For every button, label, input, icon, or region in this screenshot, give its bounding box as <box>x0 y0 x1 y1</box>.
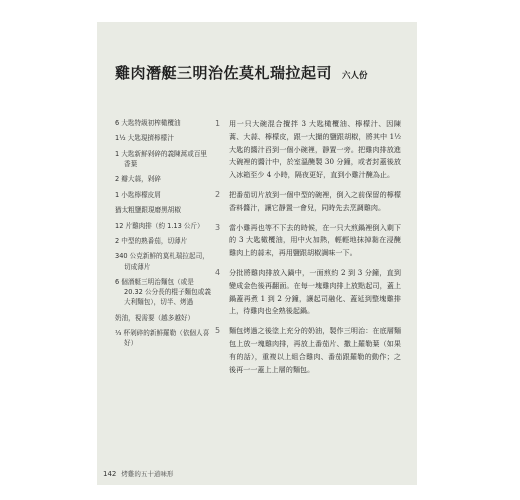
ingredient-item: 2 中型的熟番茄，切薄片 <box>115 236 188 245</box>
step-text: 把番茄切片放到一個中型的碗裡，倒入之前保留的檸檬香料醬汁，讓它靜置一會兒，同時先去烹調雞肉。 <box>229 189 401 212</box>
running-book-title: 烤雞的五十道味形 <box>121 470 174 478</box>
instruction-step <box>215 325 401 376</box>
step-text: 分批將雞肉排放入鍋中，一面煎約 2 到 3 分鐘，直到變成金色後再翻面。在每一塊雞肉排上放點起司，蓋上鍋蓋再煮 1 到 2 分鐘，讓起司融化、蓋延到整塊雞排上，待雞肉也全熟後起鍋。 <box>229 267 401 316</box>
title-row <box>115 62 411 83</box>
ingredient-item: 猶太粗鹽跟現磨黑胡椒 <box>115 206 181 215</box>
servings-label: 六人份 <box>342 71 368 81</box>
step-number: 3 <box>215 222 221 232</box>
ingredient-item: 340 公克新鮮的莫札瑞拉起司，切成薄片 <box>115 252 209 271</box>
step-number: 2 <box>215 189 221 199</box>
ingredient-item: 1 大匙新鮮剁碎的義陳蒿或百里香葉 <box>115 149 208 168</box>
page-number: 142 <box>103 470 117 478</box>
ingredient-item: 奶油，視需要（越多越好） <box>115 313 195 322</box>
instruction-step <box>215 189 401 215</box>
recipe-title: 雞肉潛艇三明治佐莫札瑞拉起司 <box>115 64 333 82</box>
ingredient-item: 1½ 大匙現擠檸檬汁 <box>115 134 174 143</box>
step-number: 5 <box>215 326 221 336</box>
instruction-step <box>215 267 401 318</box>
instruction-step <box>215 222 401 260</box>
book-page <box>97 22 417 485</box>
step-number: 1 <box>215 119 221 128</box>
instruction-step <box>215 118 401 182</box>
ingredient-item: 6 大匙特級初榨橄欖油 <box>115 119 181 127</box>
step-text: 用一只大碗混合攪拌 3 大匙橄欖油、檸檬汁、因陳蒿、大蒜、檸檬皮，跟一大撮的鹽跟胡椒，將其中 1½ 大匙的醬汁舀到一個小碗裡，靜置一旁。把雞肉排放進大碗裡的醬汁中，於室溫醃製 30 分鐘，或者封蓋後放入冰箱至少 4 小時，隔夜更好，直到小雞汁醃為止。 <box>229 119 401 180</box>
instructions-list <box>215 118 401 383</box>
ingredients-list <box>115 118 211 354</box>
step-text: 麵包烤過之後塗上充分的奶油，製作三明治：在底層麵包上放一塊雞肉排，再放上番茄片、撒上羅勒葉（如果有的話），重複以上組合雞肉、番茄跟羅勒的動作；之後再一一蓋上上層的麵包。 <box>229 326 401 374</box>
ingredient-item: 1 小匙檸檬皮屑 <box>115 190 161 199</box>
ingredient-item: 12 片雞肉排（約 1.13 公斤） <box>115 221 204 230</box>
ingredient-item: 2 瓣大蒜，剁碎 <box>115 175 161 184</box>
ingredient-item: 6 個潛艇三明治麵包（或是 20.32 公分長的棍子麵包或義大利麵包），切半、烤過 <box>115 277 211 307</box>
step-number: 4 <box>215 267 221 277</box>
step-text: 當小雞再也等不下去的時候，在一只大煎鍋裡倒入剩下的 3 大匙橄欖油，用中火加熱，輕輕地抹掉黏在浸醃雞肉上的蒜末，再用鹽跟胡椒調味一下。 <box>229 222 401 258</box>
ingredient-item: ⅓ 杯剁碎的新鮮羅勒（依個人喜好） <box>115 329 210 348</box>
page-footer <box>103 469 173 478</box>
